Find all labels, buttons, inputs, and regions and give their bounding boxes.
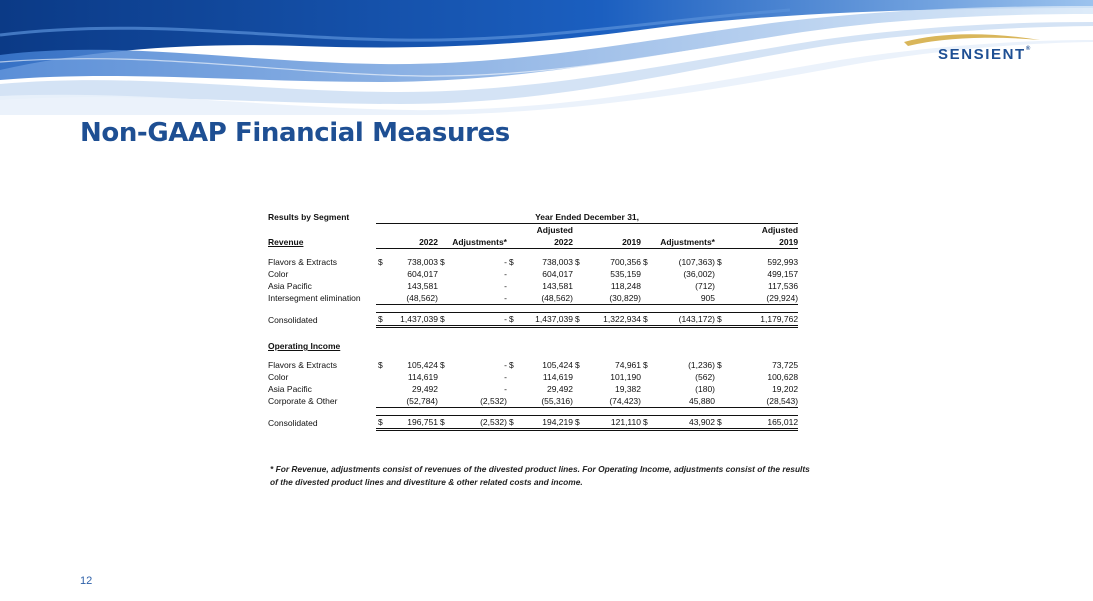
value-cell: (2,532) <box>452 395 507 408</box>
currency-cell <box>507 395 521 408</box>
row-label: Corporate & Other <box>268 396 338 407</box>
row-label: Asia Pacific <box>268 384 312 394</box>
value-cell: (28,543) <box>729 395 798 408</box>
currency-cell: $ <box>509 360 514 370</box>
row-label: Intersegment elimination <box>268 293 361 304</box>
currency-cell <box>507 280 521 292</box>
currency-cell <box>507 383 521 395</box>
currency-cell <box>438 395 452 408</box>
table-row <box>268 371 798 383</box>
total-row <box>268 416 798 430</box>
currency-cell <box>507 371 521 383</box>
value-cell: 1,322,934 <box>585 313 641 327</box>
corner-label: Results by Segment <box>268 212 350 223</box>
value-cell: (30,829) <box>585 292 641 305</box>
currency-cell <box>376 371 388 383</box>
currency-cell <box>573 383 585 395</box>
value-cell: 905 <box>655 292 715 305</box>
value-cell: (74,423) <box>585 395 641 408</box>
value-cell: 74,961 <box>615 360 641 370</box>
page-number: 12 <box>80 575 93 587</box>
currency-cell: $ <box>715 416 729 430</box>
value-cell: - <box>452 292 507 305</box>
column-header: 2019 <box>715 236 798 249</box>
value-cell: 143,581 <box>407 281 438 291</box>
currency-cell <box>641 395 655 408</box>
value-cell: - <box>504 269 507 279</box>
table-row <box>268 256 798 268</box>
currency-cell <box>438 371 452 383</box>
value-cell: 738,003 <box>542 257 573 267</box>
row-label: Consolidated <box>268 314 318 325</box>
currency-cell: $ <box>507 313 521 327</box>
value-cell: (180) <box>695 384 715 394</box>
column-header: 2019 <box>573 236 641 249</box>
value-cell: - <box>452 313 507 327</box>
value-cell: 105,424 <box>542 360 573 370</box>
value-cell: 43,902 <box>655 416 715 430</box>
value-cell: 100,628 <box>767 372 799 382</box>
value-cell: (2,532) <box>452 416 507 430</box>
currency-cell <box>376 268 388 280</box>
currency-cell: $ <box>438 416 452 430</box>
currency-cell: $ <box>573 313 585 327</box>
value-cell: (55,316) <box>521 395 573 408</box>
currency-cell <box>376 292 388 305</box>
currency-cell <box>573 268 585 280</box>
currency-cell <box>573 371 585 383</box>
value-cell: 114,619 <box>407 372 438 382</box>
value-cell: - <box>504 384 507 394</box>
table-row <box>268 359 798 371</box>
logo-text: SENSIENT® <box>938 46 1031 63</box>
row-label: Flavors & Extracts <box>268 257 337 267</box>
currency-cell <box>641 371 655 383</box>
row-label: Asia Pacific <box>268 281 312 291</box>
value-cell: 1,437,039 <box>521 313 573 327</box>
currency-cell <box>438 292 452 305</box>
value-cell: 101,190 <box>610 372 641 382</box>
currency-cell <box>641 280 655 292</box>
currency-cell <box>573 280 585 292</box>
currency-cell: $ <box>440 257 445 267</box>
currency-cell: $ <box>641 313 655 327</box>
value-cell: (107,363) <box>678 257 715 267</box>
currency-cell <box>507 268 521 280</box>
currency-cell: $ <box>440 360 445 370</box>
currency-cell <box>573 395 585 408</box>
currency-cell <box>715 292 729 305</box>
adjusted-label: Adjusted <box>536 225 573 235</box>
value-cell: 19,382 <box>615 384 641 394</box>
value-cell: 738,003 <box>407 257 438 267</box>
table-row <box>268 280 798 292</box>
value-cell: 29,492 <box>547 384 573 394</box>
value-cell: 535,159 <box>610 269 641 279</box>
currency-cell: $ <box>438 313 452 327</box>
revenue-total <box>268 313 798 327</box>
currency-cell: $ <box>378 360 383 370</box>
value-cell: 114,619 <box>542 372 573 382</box>
value-cell: 592,993 <box>767 257 799 267</box>
currency-cell <box>507 292 521 305</box>
value-cell: 165,012 <box>729 416 798 430</box>
row-label: Color <box>268 372 289 382</box>
value-cell: 1,437,039 <box>388 313 438 327</box>
currency-cell <box>438 383 452 395</box>
value-cell: 499,157 <box>767 269 799 279</box>
value-cell: 45,880 <box>655 395 715 408</box>
table-row <box>268 383 798 395</box>
value-cell: (562) <box>695 372 715 382</box>
row-label: Consolidated <box>268 417 318 428</box>
value-cell: (1,236) <box>688 360 715 370</box>
value-cell: 194,219 <box>521 416 573 430</box>
adjusted-label: Adjusted <box>761 225 799 235</box>
currency-cell: $ <box>509 257 514 267</box>
currency-cell <box>573 292 585 305</box>
currency-cell <box>438 280 452 292</box>
column-header: 2022 <box>376 236 438 249</box>
value-cell: - <box>504 360 507 370</box>
value-cell: 604,017 <box>407 269 438 279</box>
total-row <box>268 313 798 327</box>
value-cell: 118,248 <box>610 281 641 291</box>
currency-cell <box>715 395 729 408</box>
currency-cell <box>376 280 388 292</box>
column-header: Adjustments* <box>438 236 507 249</box>
page-title: Non-GAAP Financial Measures <box>80 118 510 148</box>
revenue-rows <box>268 256 798 305</box>
value-cell: - <box>504 257 507 267</box>
table-row <box>268 268 798 280</box>
currency-cell: $ <box>376 416 388 430</box>
table-row <box>268 292 798 305</box>
value-cell: 19,202 <box>772 384 799 394</box>
value-cell: 700,356 <box>610 257 641 267</box>
column-header: Adjustments* <box>641 236 715 249</box>
value-cell: 1,179,762 <box>729 313 798 327</box>
operating-income-heading: Operating Income <box>268 341 341 351</box>
value-cell: 105,424 <box>407 360 438 370</box>
currency-cell: $ <box>573 416 585 430</box>
operating-rows <box>268 359 798 408</box>
value-cell: 73,725 <box>772 360 799 370</box>
value-cell: 117,536 <box>767 281 799 291</box>
currency-cell: $ <box>717 360 722 370</box>
revenue-heading: Revenue <box>268 237 304 248</box>
value-cell: 29,492 <box>412 384 438 394</box>
table-row <box>268 395 798 408</box>
value-cell: (36,002) <box>683 269 715 279</box>
currency-cell <box>438 268 452 280</box>
currency-cell: $ <box>575 257 580 267</box>
operating-total <box>268 416 798 430</box>
value-cell: (143,172) <box>655 313 715 327</box>
currency-cell <box>641 383 655 395</box>
currency-cell: $ <box>715 313 729 327</box>
footnote: * For Revenue, adjustments consist of revenues of the divested product lines. For Operating Income, adjustments consist of the results of the divested product lines and divestiture & other related costs and income. <box>270 464 810 487</box>
value-cell: 196,751 <box>388 416 438 430</box>
currency-cell: $ <box>643 360 648 370</box>
value-cell: (52,784) <box>388 395 438 408</box>
value-cell: - <box>504 372 507 382</box>
period-label: Year Ended December 31, <box>376 211 798 224</box>
value-cell: 121,110 <box>585 416 641 430</box>
value-cell: (48,562) <box>521 292 573 305</box>
value-cell: 604,017 <box>542 269 573 279</box>
currency-cell: $ <box>378 257 383 267</box>
value-cell: - <box>504 281 507 291</box>
currency-cell: $ <box>575 360 580 370</box>
value-cell: (48,562) <box>388 292 438 305</box>
currency-cell <box>715 268 729 280</box>
row-label: Color <box>268 269 289 279</box>
currency-cell <box>641 268 655 280</box>
row-label: Flavors & Extracts <box>268 360 337 370</box>
currency-cell <box>715 371 729 383</box>
currency-cell <box>376 383 388 395</box>
column-header: 2022 <box>507 236 573 249</box>
currency-cell <box>715 383 729 395</box>
value-cell: 143,581 <box>542 281 573 291</box>
results-by-segment-table <box>268 211 798 431</box>
sensient-logo <box>900 30 1050 70</box>
currency-cell: $ <box>717 257 722 267</box>
currency-cell: $ <box>641 416 655 430</box>
value-cell: (712) <box>695 281 715 291</box>
value-cell: (29,924) <box>729 292 798 305</box>
currency-cell: $ <box>643 257 648 267</box>
currency-cell <box>715 280 729 292</box>
currency-cell: $ <box>507 416 521 430</box>
currency-cell <box>376 395 388 408</box>
currency-cell: $ <box>376 313 388 327</box>
currency-cell <box>641 292 655 305</box>
